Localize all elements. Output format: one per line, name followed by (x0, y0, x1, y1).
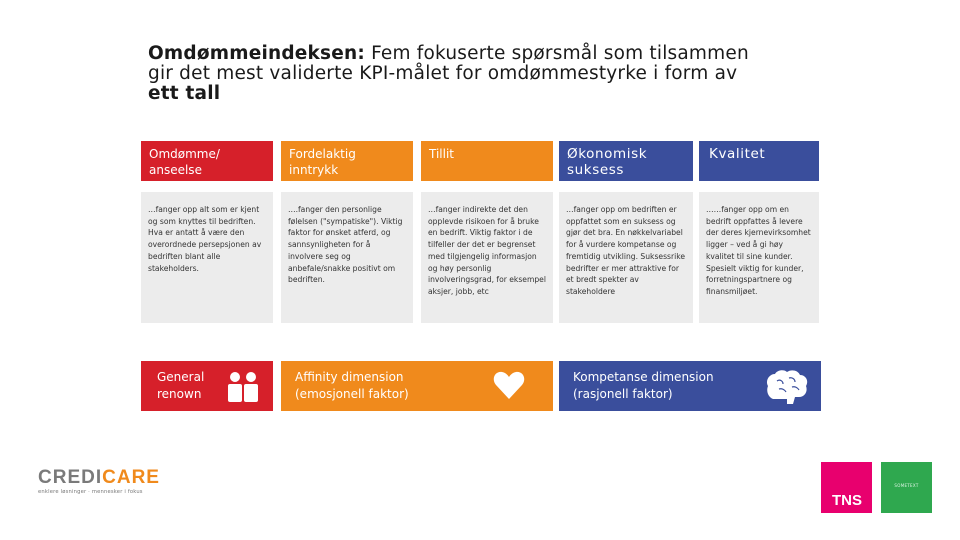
dimension-competence-label: Kompetanse dimension (rasjonell faktor) (573, 370, 714, 401)
dimension-general-label: General renown (157, 370, 205, 401)
column-header-okonomisk: Økonomisk suksess (559, 141, 693, 181)
title-rest: Fem fokuserte spørsmål som tilsammen (365, 43, 749, 64)
title-line-3: ett tall (148, 83, 221, 104)
column-header-kvalitet: Kvalitet (699, 141, 819, 181)
dimension-affinity-label: Affinity dimension (emosjonell faktor) (295, 370, 409, 401)
slide-title (148, 44, 848, 104)
dimension-competence (559, 361, 821, 411)
column-body-kvalitet: ……fanger opp om en bedrift oppfattes å levere der deres kjernevirksomhet ligger – ved å gi høy kvalitet til sine kunder. Spesielt viktig for kunder, forretningspartnere og finansmiljøet. (699, 192, 819, 323)
column-header-fordelaktig: Fordelaktig inntrykk (281, 141, 413, 181)
dimension-general-renown (141, 361, 273, 411)
dimension-affinity (281, 361, 553, 411)
brain-icon (765, 369, 809, 405)
heart-icon (493, 370, 525, 400)
title-line-2: gir det mest validerte KPI-målet for omdømmestyrke i form av (148, 63, 738, 84)
column-body-fordelaktig: ….fanger den personlige følelsen ("sympatiske"). Viktig faktor for ønsket atferd, og sannsynligheten for å involvere seg og anbefale/snakke positivt om bedriften. (281, 192, 413, 323)
column-body-tillit: …fanger indirekte det den opplevde risikoen for å bruke en bedrift. Viktig faktor i de tilfeller der det er begrenset med tilgjengelig informasjon og høy personlig involveringsgrad, for eksempel aksjer, jobb, etc (421, 192, 553, 323)
column-body-omdomme: …fanger opp alt som er kjent og som knyttes til bedriften. Hva er antatt å være den overordnede persepsjonen av bedriften blant alle stakeholders. (141, 192, 273, 323)
credicare-logo: CREDICARE enklere løsninger · mennesker i fokus (38, 467, 160, 495)
column-body-okonomisk: …fanger opp om bedriften er oppfattet som en suksess og gjør det bra. En nøkkelvariabel for å vurdere kompetanse og fremtidig utvikling. Suksessrike bedrifter er mer attraktive for et bredt spekter av stakeholdere (559, 192, 693, 323)
partner-logo: SOMETEXT (881, 462, 932, 513)
column-header-omdomme: Omdømme/ anseelse (141, 141, 273, 181)
people-icon (227, 371, 259, 403)
title-bold: Omdømmeindeksen: (148, 43, 365, 64)
column-header-tillit: Tillit (421, 141, 553, 181)
tns-logo: TNS (821, 462, 872, 513)
